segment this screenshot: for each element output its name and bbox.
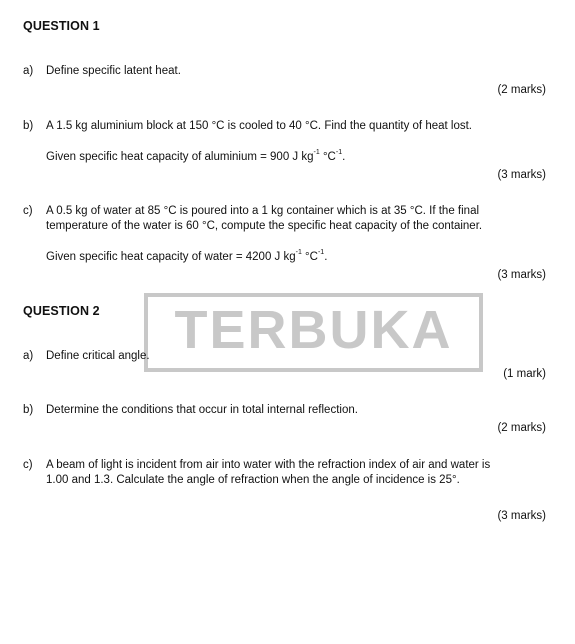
q2-a-text: Define critical angle. <box>46 350 150 362</box>
q2-b-label: b) <box>23 404 34 416</box>
q1-c-given-end: . <box>324 251 328 263</box>
q1-a-text: Define specific latent heat. <box>46 65 181 77</box>
q1-c-exp1: -1 <box>295 249 302 257</box>
q1-b-text: A 1.5 kg aluminium block at 150 °C is cooled to 40 °C. Find the quantity of heat lost. <box>46 120 472 132</box>
q2-c-line1: A beam of light is incident from air into water with the refraction index of air and water is <box>46 459 491 471</box>
q1-b-given-end: . <box>342 151 346 163</box>
q1-b-given <box>46 150 548 165</box>
q1-b-exp2: -1 <box>335 149 343 157</box>
question-1-title: QUESTION 1 <box>23 19 100 33</box>
q1-c-line1: A 0.5 kg of water at 85 °C is poured into a 1 kg container which is at 35 °C. If the final <box>46 205 480 217</box>
q2-c-line2: 1.00 and 1.3. Calculate the angle of refraction when the angle of incidence is 25°. <box>46 474 460 486</box>
q1-a-marks: (2 marks) <box>497 84 546 96</box>
q2-c-label: c) <box>23 459 33 471</box>
watermark-stamp-text: TERBUKA <box>174 300 453 360</box>
q1-c-given <box>46 250 548 265</box>
q1-c-exp2: -1 <box>317 249 325 257</box>
q1-c-given-prefix: Given specific heat capacity of water = 4200 J kg <box>46 251 296 263</box>
q1-c-label: c) <box>23 205 33 217</box>
q1-b-label: b) <box>23 120 34 132</box>
q2-c-marks: (3 marks) <box>497 510 546 522</box>
q1-b-given-mid: °C <box>319 151 336 163</box>
question-2-title: QUESTION 2 <box>23 304 100 318</box>
q1-a-label: a) <box>23 65 34 77</box>
q1-b-exp1: -1 <box>313 149 320 157</box>
q1-c-marks: (3 marks) <box>497 269 546 281</box>
q2-b-text: Determine the conditions that occur in total internal reflection. <box>46 404 358 416</box>
q1-b-marks: (3 marks) <box>497 169 546 181</box>
q2-b-marks: (2 marks) <box>497 422 546 434</box>
q2-a-marks: (1 mark) <box>503 368 546 380</box>
q2-a-label: a) <box>23 350 34 362</box>
q1-b-given-prefix: Given specific heat capacity of aluminium = 900 J kg <box>46 151 314 163</box>
q1-c-line2: temperature of the water is 60 °C, compute the specific heat capacity of the container. <box>46 220 483 232</box>
q1-c-given-mid: °C <box>301 251 318 263</box>
